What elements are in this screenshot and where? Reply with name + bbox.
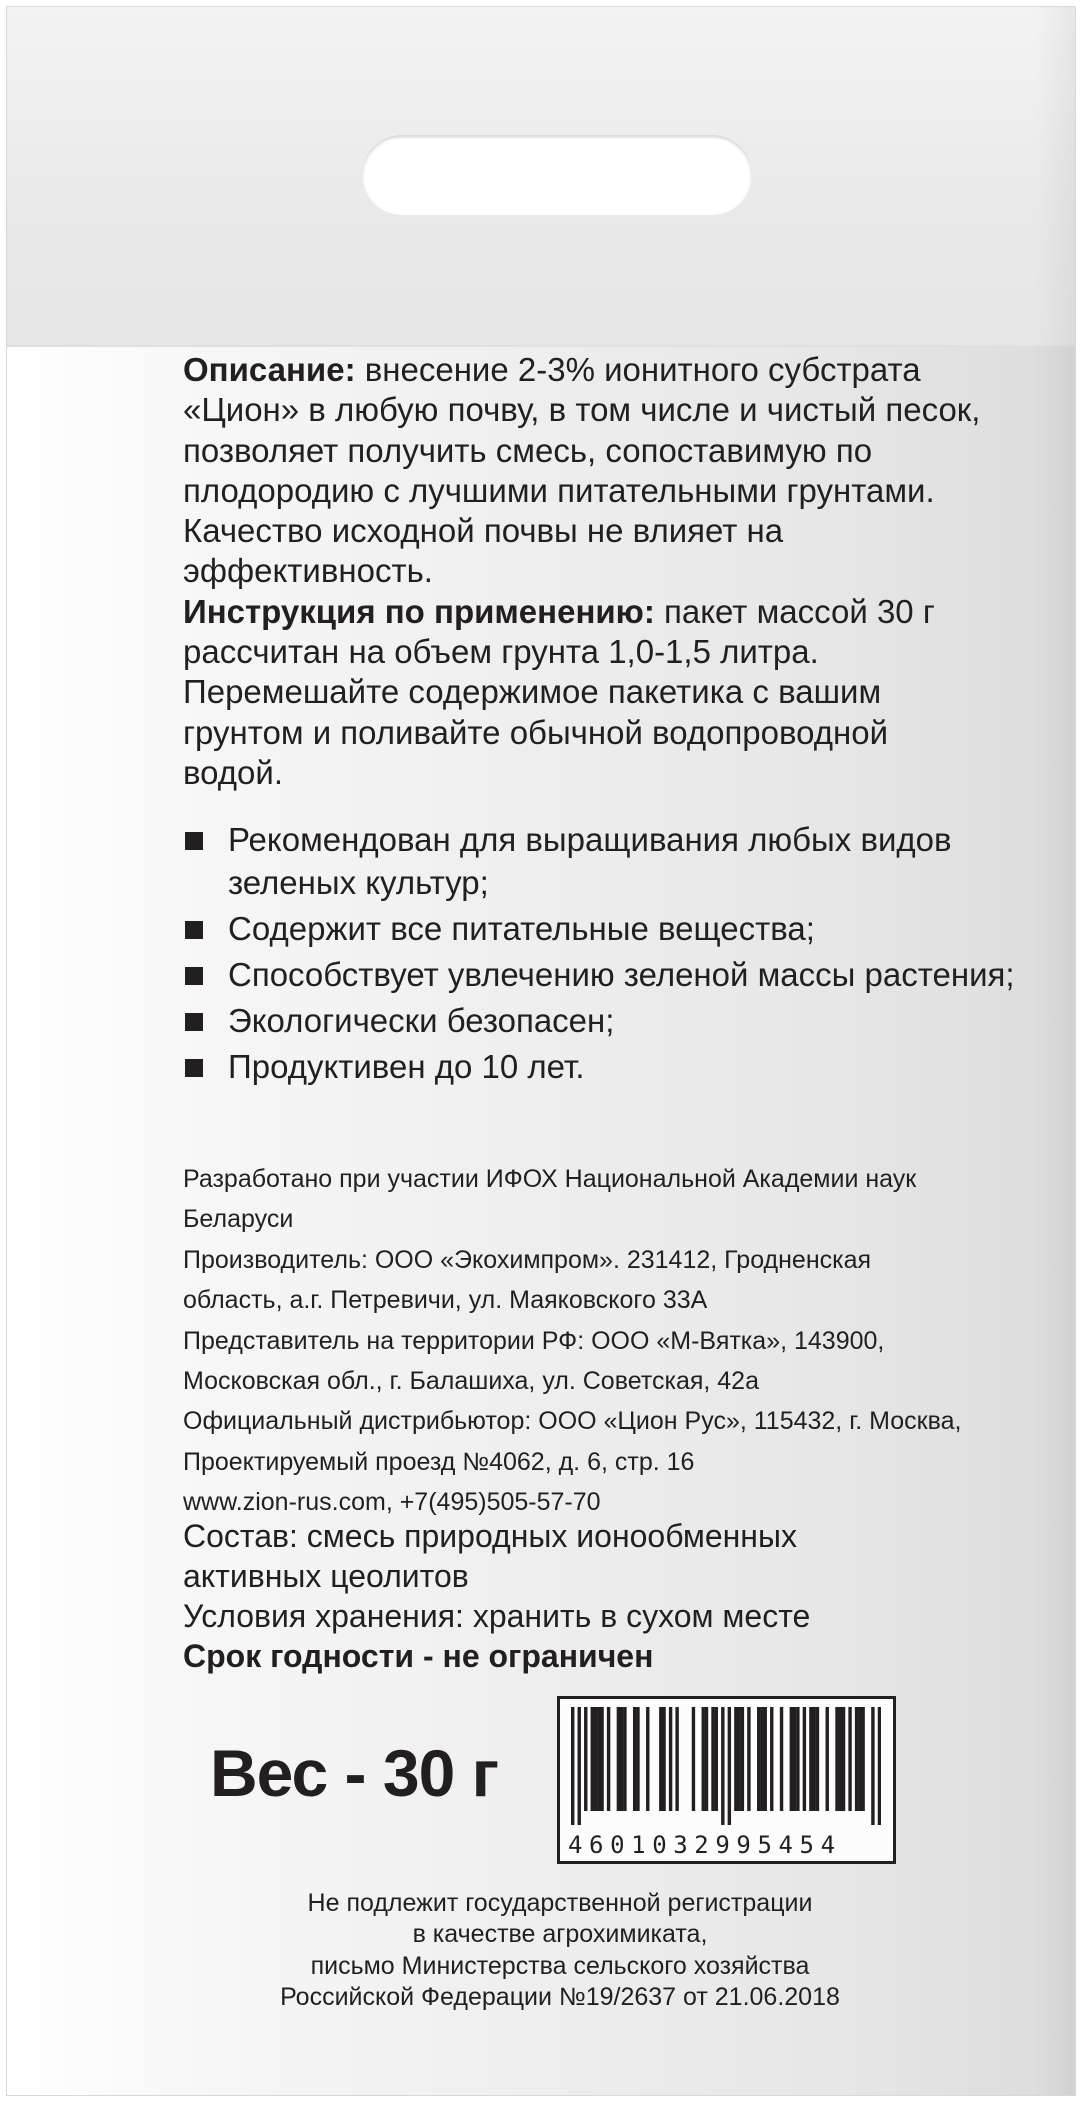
bullet-square-icon [185,1059,203,1077]
barcode-bar [855,1707,858,1811]
note-line: письмо Министерства сельского хозяйства [310,1951,810,1980]
barcode-bar [757,1707,760,1811]
barcode-bar [711,1707,714,1811]
barcode-bar [812,1707,815,1811]
barcode-bar [871,1707,874,1825]
barcode-bar [597,1707,600,1811]
description-line: «Цион» в любую почву, в том числе и чистый песок, [183,391,981,429]
barcode [557,1696,896,1864]
barcode-bar [636,1707,639,1811]
barcode-bar [861,1707,864,1811]
barcode-bars [571,1707,881,1825]
barcode-bar [858,1707,861,1811]
barcode-bar [796,1707,799,1811]
info-line: Разработано при участии ИФОХ Национальной Академии наук [183,1165,917,1193]
barcode-bar [770,1707,773,1811]
info-line: Беларуси [183,1205,294,1234]
barcode-bar [675,1707,678,1811]
manufacturer-info [183,1159,1003,1523]
bullet-square-icon [185,967,203,985]
info-line: Проектируемый проезд №4062, д. 6, стр. 16 [183,1447,695,1476]
instructions-line: Перемешайте содержимое пакетика с вашим [183,673,882,711]
composition-line: активных цеолитов [183,1558,469,1594]
barcode-bar [702,1707,705,1811]
barcode-bar [692,1707,695,1811]
info-line: Московская обл., г. Балашиха, ул. Советская, 42а [183,1367,759,1396]
net-weight: Вес - 30 г [210,1736,499,1810]
description-line: эффективность. [183,552,433,590]
list-item: Рекомендован для выращивания любых видов зеленых культур; [183,818,1043,904]
barcode-bar [620,1707,623,1811]
instructions-line: грунтом и поливайте обычной водопроводной водой. [183,713,889,791]
barcode-bar [803,1707,806,1811]
barcode-bar [878,1707,881,1825]
barcode-bar [741,1707,744,1811]
info-line: Представитель на территории РФ: ООО «М-Вятка», 143900, [183,1326,885,1355]
barcode-bar [793,1707,796,1811]
benefits-list [183,818,1043,1091]
composition-line: Состав: смесь природных ионообменных [183,1518,797,1554]
barcode-bar [617,1707,620,1811]
list-item: Экологически безопасен; [183,999,1043,1042]
info-line: область, а.г. Петревичи, ул. Маяковского 33А [183,1286,708,1315]
description-line: плодородию с лучшими питательными грунтами. [183,471,935,509]
barcode-bar [715,1707,718,1811]
description-line: позволяет получить смесь, сопоставимую по [183,431,873,469]
bullet-square-icon [185,1013,203,1031]
barcode-bar [669,1707,672,1811]
barcode-bar [662,1707,665,1811]
barcode-bar [835,1707,838,1811]
barcode-bar [826,1707,829,1811]
composition-section [183,1516,1003,1676]
barcode-bar [809,1707,812,1811]
list-item: Продуктивен до 10 лет. [183,1045,1043,1088]
barcode-bar [659,1707,662,1811]
barcode-bar [790,1707,793,1811]
barcode-bar [816,1707,819,1811]
barcode-bar [848,1707,851,1811]
list-item: Содержит все питательные вещества; [183,907,1043,950]
barcode-number: 4601032995454 [568,1831,842,1859]
note-line: в качестве агрохимиката, [412,1920,708,1949]
instructions-line: Инструкция по применению: пакет массой 30 г [183,592,935,630]
hang-hole [362,135,752,215]
info-line: Производитель: ООО «Экохимпром». 231412, Гродненская [183,1245,872,1274]
instructions-label: Инструкция по применению: [183,592,655,630]
barcode-bar [728,1707,731,1825]
barcode-bar [737,1707,740,1811]
note-line: Не подлежит государственной регистрации [307,1889,813,1917]
barcode-bar [571,1707,574,1825]
storage-conditions: Условия хранения: хранить в сухом месте [183,1598,811,1634]
bullet-square-icon [185,921,203,939]
description-label: Описание: [183,351,356,388]
shelf-life: Срок годности - не ограничен [183,1638,654,1674]
barcode-bar [646,1707,649,1811]
bullet-square-icon [185,832,203,850]
barcode-bar [780,1707,783,1811]
barcode-bar [633,1707,636,1811]
registration-note [200,1888,920,2013]
barcode-bar [594,1707,597,1811]
website-phone: www.zion-rus.com, +7(495)505-57-70 [183,1488,601,1517]
barcode-bar [842,1707,845,1811]
instructions-line: рассчитан на объем грунта 1,0-1,5 литра. [183,633,819,671]
barcode-bar [607,1707,610,1811]
barcode-bar [721,1707,724,1825]
barcode-bar [705,1707,708,1811]
list-item: Способствует увлечению зеленой массы растения; [183,953,1043,996]
description-line: Качество исходной почвы не влияет на [183,512,784,550]
barcode-bar [623,1707,626,1811]
description-line: Описание: внесение 2-3% ионитного субстрата [183,351,921,388]
barcode-bar [734,1707,737,1811]
info-line: Официальный дистрибьютор: ООО «Цион Рус», 115432, г. Москва, [183,1407,962,1436]
barcode-bar [760,1707,763,1811]
note-line: Российской Федерации №19/2637 от 21.06.2018 [280,1982,840,2011]
barcode-bar [747,1707,750,1811]
barcode-bar [839,1707,842,1811]
barcode-bar [591,1707,594,1811]
barcode-bar [584,1707,587,1811]
description-section [183,350,983,793]
barcode-bar [578,1707,581,1825]
package-seam [7,345,1075,347]
barcode-bar [600,1707,603,1811]
barcode-bar [764,1707,767,1811]
